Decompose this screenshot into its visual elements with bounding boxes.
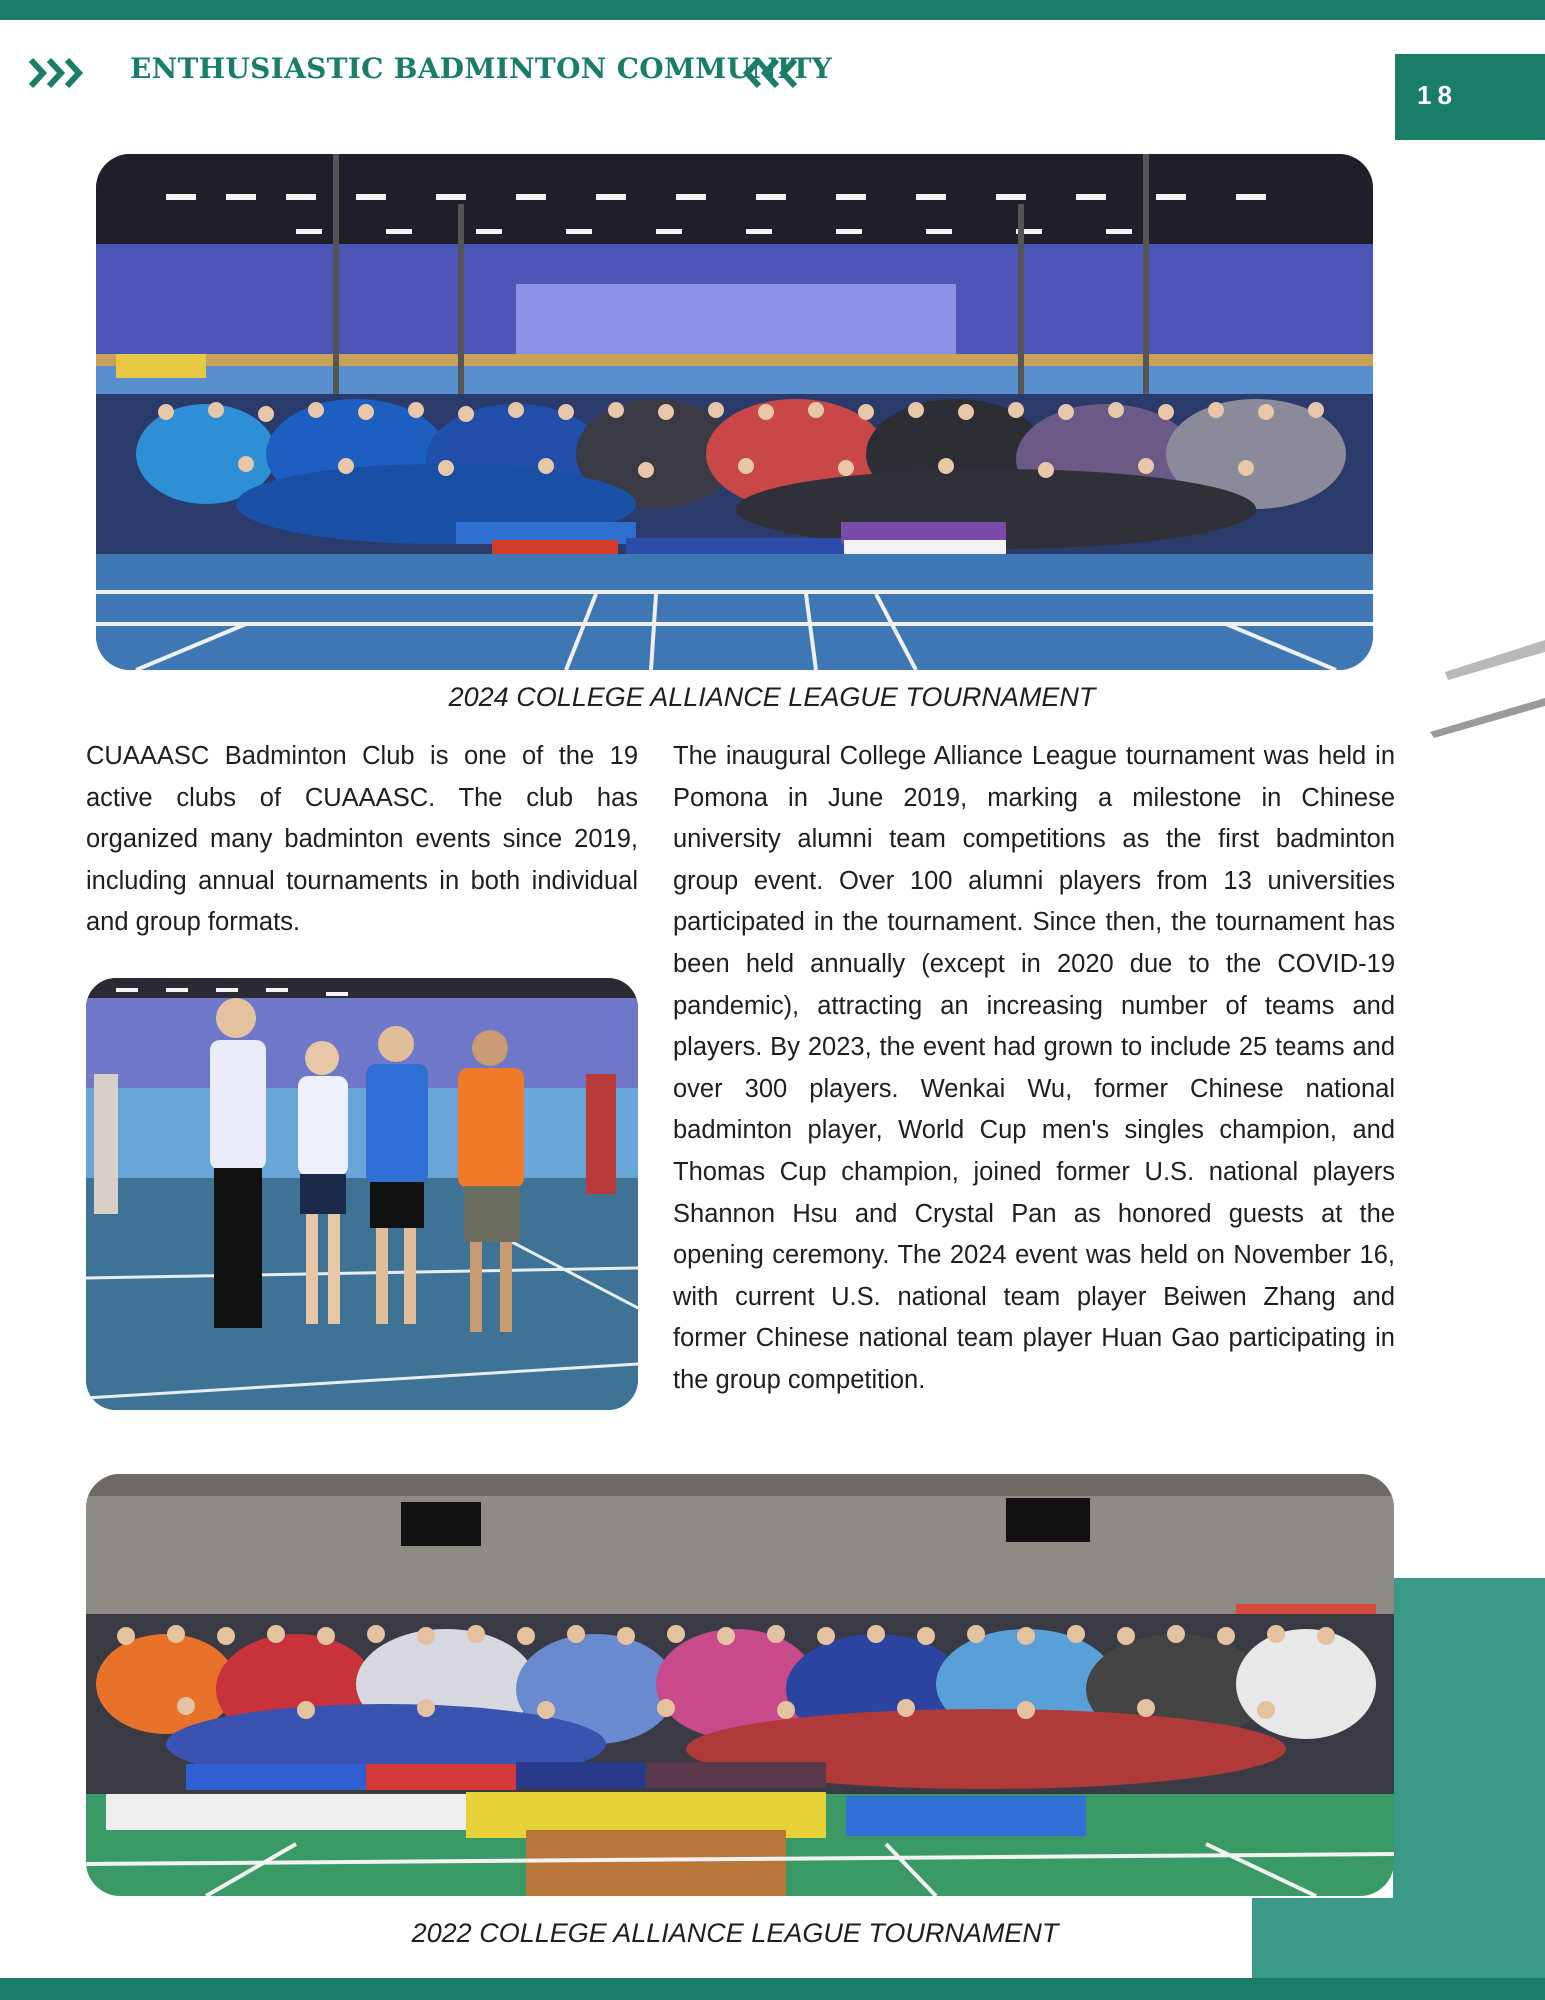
photo-2022-tournament (86, 1474, 1394, 1896)
photo-caption-bottom: 2022 COLLEGE ALLIANCE LEAGUE TOURNAMENT (411, 1918, 1059, 1948)
page-number-badge (1395, 54, 1545, 140)
photo-2024-tournament (96, 154, 1373, 670)
header-title: ENTHUSIASTIC BADMINTON COMMUNITY (130, 52, 832, 85)
players-portrait-image (86, 978, 638, 1410)
page-number: 18 (1417, 80, 1458, 110)
photo-honored-players (86, 978, 638, 1410)
bottom-accent-bar (0, 1978, 1545, 2000)
group-photo-image (86, 1474, 1394, 1896)
history-paragraph: The inaugural College Alliance League tournament was held in Pomona in June 2019, marking a milestone in Chinese university alumni team competitions as the first badminton group event. Over 100 alumni players from 13 universities participated in the tournament. Since then, the tournament has been held annually (except in 2020 due to the COVID-19 pandemic), attracting an increasing number of teams and players. By 2023, the event had grown to include 25 teams and over 300 players. Wenkai Wu, former Chinese national badminton player, World Cup men's singles champion, and Thomas Cup champion, joined former U.S. national players Shannon Hsu and Crystal Pan as honored guests at the opening ceremony. The 2024 event was held on November 16, with current U.S. national team player Beiwen Zhang and former Chinese national team player Huan Gao participating in the group competition. (673, 742, 1395, 1394)
chevrons-right-icon (28, 56, 88, 90)
photo-caption-top: 2024 COLLEGE ALLIANCE LEAGUE TOURNAMENT (448, 682, 1096, 712)
chevrons-left-icon (742, 56, 802, 90)
top-accent-bar (0, 0, 1545, 20)
intro-paragraph: CUAAASC Badminton Club is one of the 19 active clubs of CUAAASC. The club has organized many badminton events since 2019, including annual tournaments in both individual and group formats. (86, 742, 638, 937)
group-photo-image (96, 154, 1373, 670)
